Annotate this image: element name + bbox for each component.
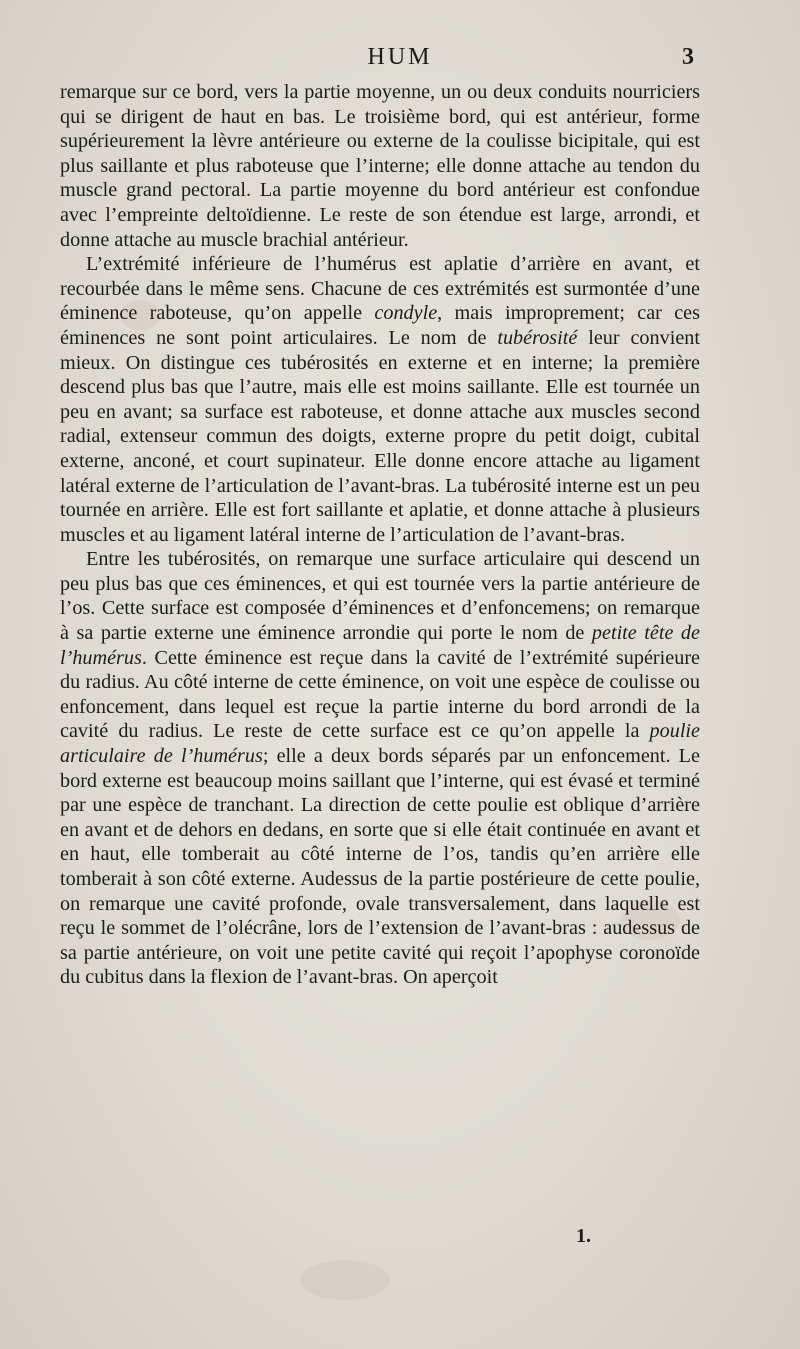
text-run: . Cette éminence est reçue dans la cavité de l’extrémité supérieure du radius. Au côté interne de cette éminence, on voit une espèce de coulisse ou enfoncement, dans lequel est reçue la partie interne du bord arrondi de la cavité du radius. Le reste de cette surface est ce qu’on appelle la xyxy=(60,646,700,743)
text-run: Entre les tubérosités, on remarque une surface articulaire qui descend un peu plus bas que ces éminences, et qui est tournée vers la partie antérieure de l’os. Cette surface est composée d’éminences et d’enfoncemens; on remarque à sa partie externe une éminence arrondie qui porte le nom de xyxy=(60,548,700,645)
signature-mark: 1. xyxy=(576,1225,591,1247)
running-head-title: HUM xyxy=(367,44,433,70)
text-run: ; elle a deux bords séparés par un enfoncement. Le bord externe est beaucoup moins saillant que l’interne, qui est évasé et terminé par une espèce de tranchant. La direction de cette poulie est oblique d’arrière en avant et de dehors en dedans, en sorte que si elle était continuée en avant et en haut, elle tomberait au côté interne de l’os, tandis qu’en arrière elle tomberait à son côté externe. Audessus de la partie postérieure de cette poulie, on remarque une cavité profonde, ovale transversalement, dans laquelle est reçu le sommet de l’olécrâne, lors de l’extension de l’avant-bras : audessus de sa partie antérieure, on voit une petite cavité qui reçoit l’apophyse coronoïde du cubitus dans la flexion de l’avant-bras. On aperçoit xyxy=(60,745,700,989)
paragraph xyxy=(60,547,700,990)
running-head xyxy=(0,44,800,74)
italic-term: condyle xyxy=(374,302,438,325)
paragraph xyxy=(60,252,700,547)
italic-term: poulie articulaire de l’humérus xyxy=(60,720,700,768)
italic-term: petite tête de l’humérus xyxy=(60,622,700,669)
paragraph xyxy=(60,80,700,252)
text-run: remarque sur ce bord, vers la partie moyenne, un ou deux conduits nourriciers qui se dirigent de haut en bas. Le troisième bord, qui est antérieur, forme supérieurement la lèvre antérieure ou externe de la coulisse bicipitale, qui est plus saillante et plus raboteuse que l’interne; elle donne attache au tendon du muscle grand pectoral. La partie moyenne du bord antérieur est confondue avec l’empreinte deltoïdienne. Le reste de son étendue est large, arrondi, et donne attache au muscle brachial antérieur. xyxy=(60,81,700,251)
italic-term: tubérosité xyxy=(497,326,578,349)
text-run: , mais improprement; car ces éminences ne sont point articulaires. Le nom de xyxy=(60,302,700,349)
paper-stain xyxy=(300,1260,390,1300)
text-run: L’extrémité inférieure de l’humérus est aplatie d’arrière en avant, et recourbée dans le même sens. Chacune de ces extrémités est surmontée d’une éminence raboteuse, qu’on appelle xyxy=(60,253,700,325)
page-number: 3 xyxy=(682,44,694,70)
body-text xyxy=(60,80,700,990)
text-run: leur convient mieux. On distingue ces tubérosités en externe et en interne; la première descend plus bas que l’autre, mais elle est moins saillante. Elle est tournée un peu en avant; sa surface est raboteuse, et donne attache aux muscles second radial, extenseur commun des doigts, externe propre du petit doigt, cubital externe, anconé, et court supinateur. Elle donne encore attache au ligament latéral externe de l’articulation de l’avant-bras. La tubérosité interne est un peu tournée en arrière. Elle est fort saillante et aplatie, et donne attache à plusieurs muscles et au ligament latéral interne de l’articulation de l’avant-bras. xyxy=(60,326,700,546)
